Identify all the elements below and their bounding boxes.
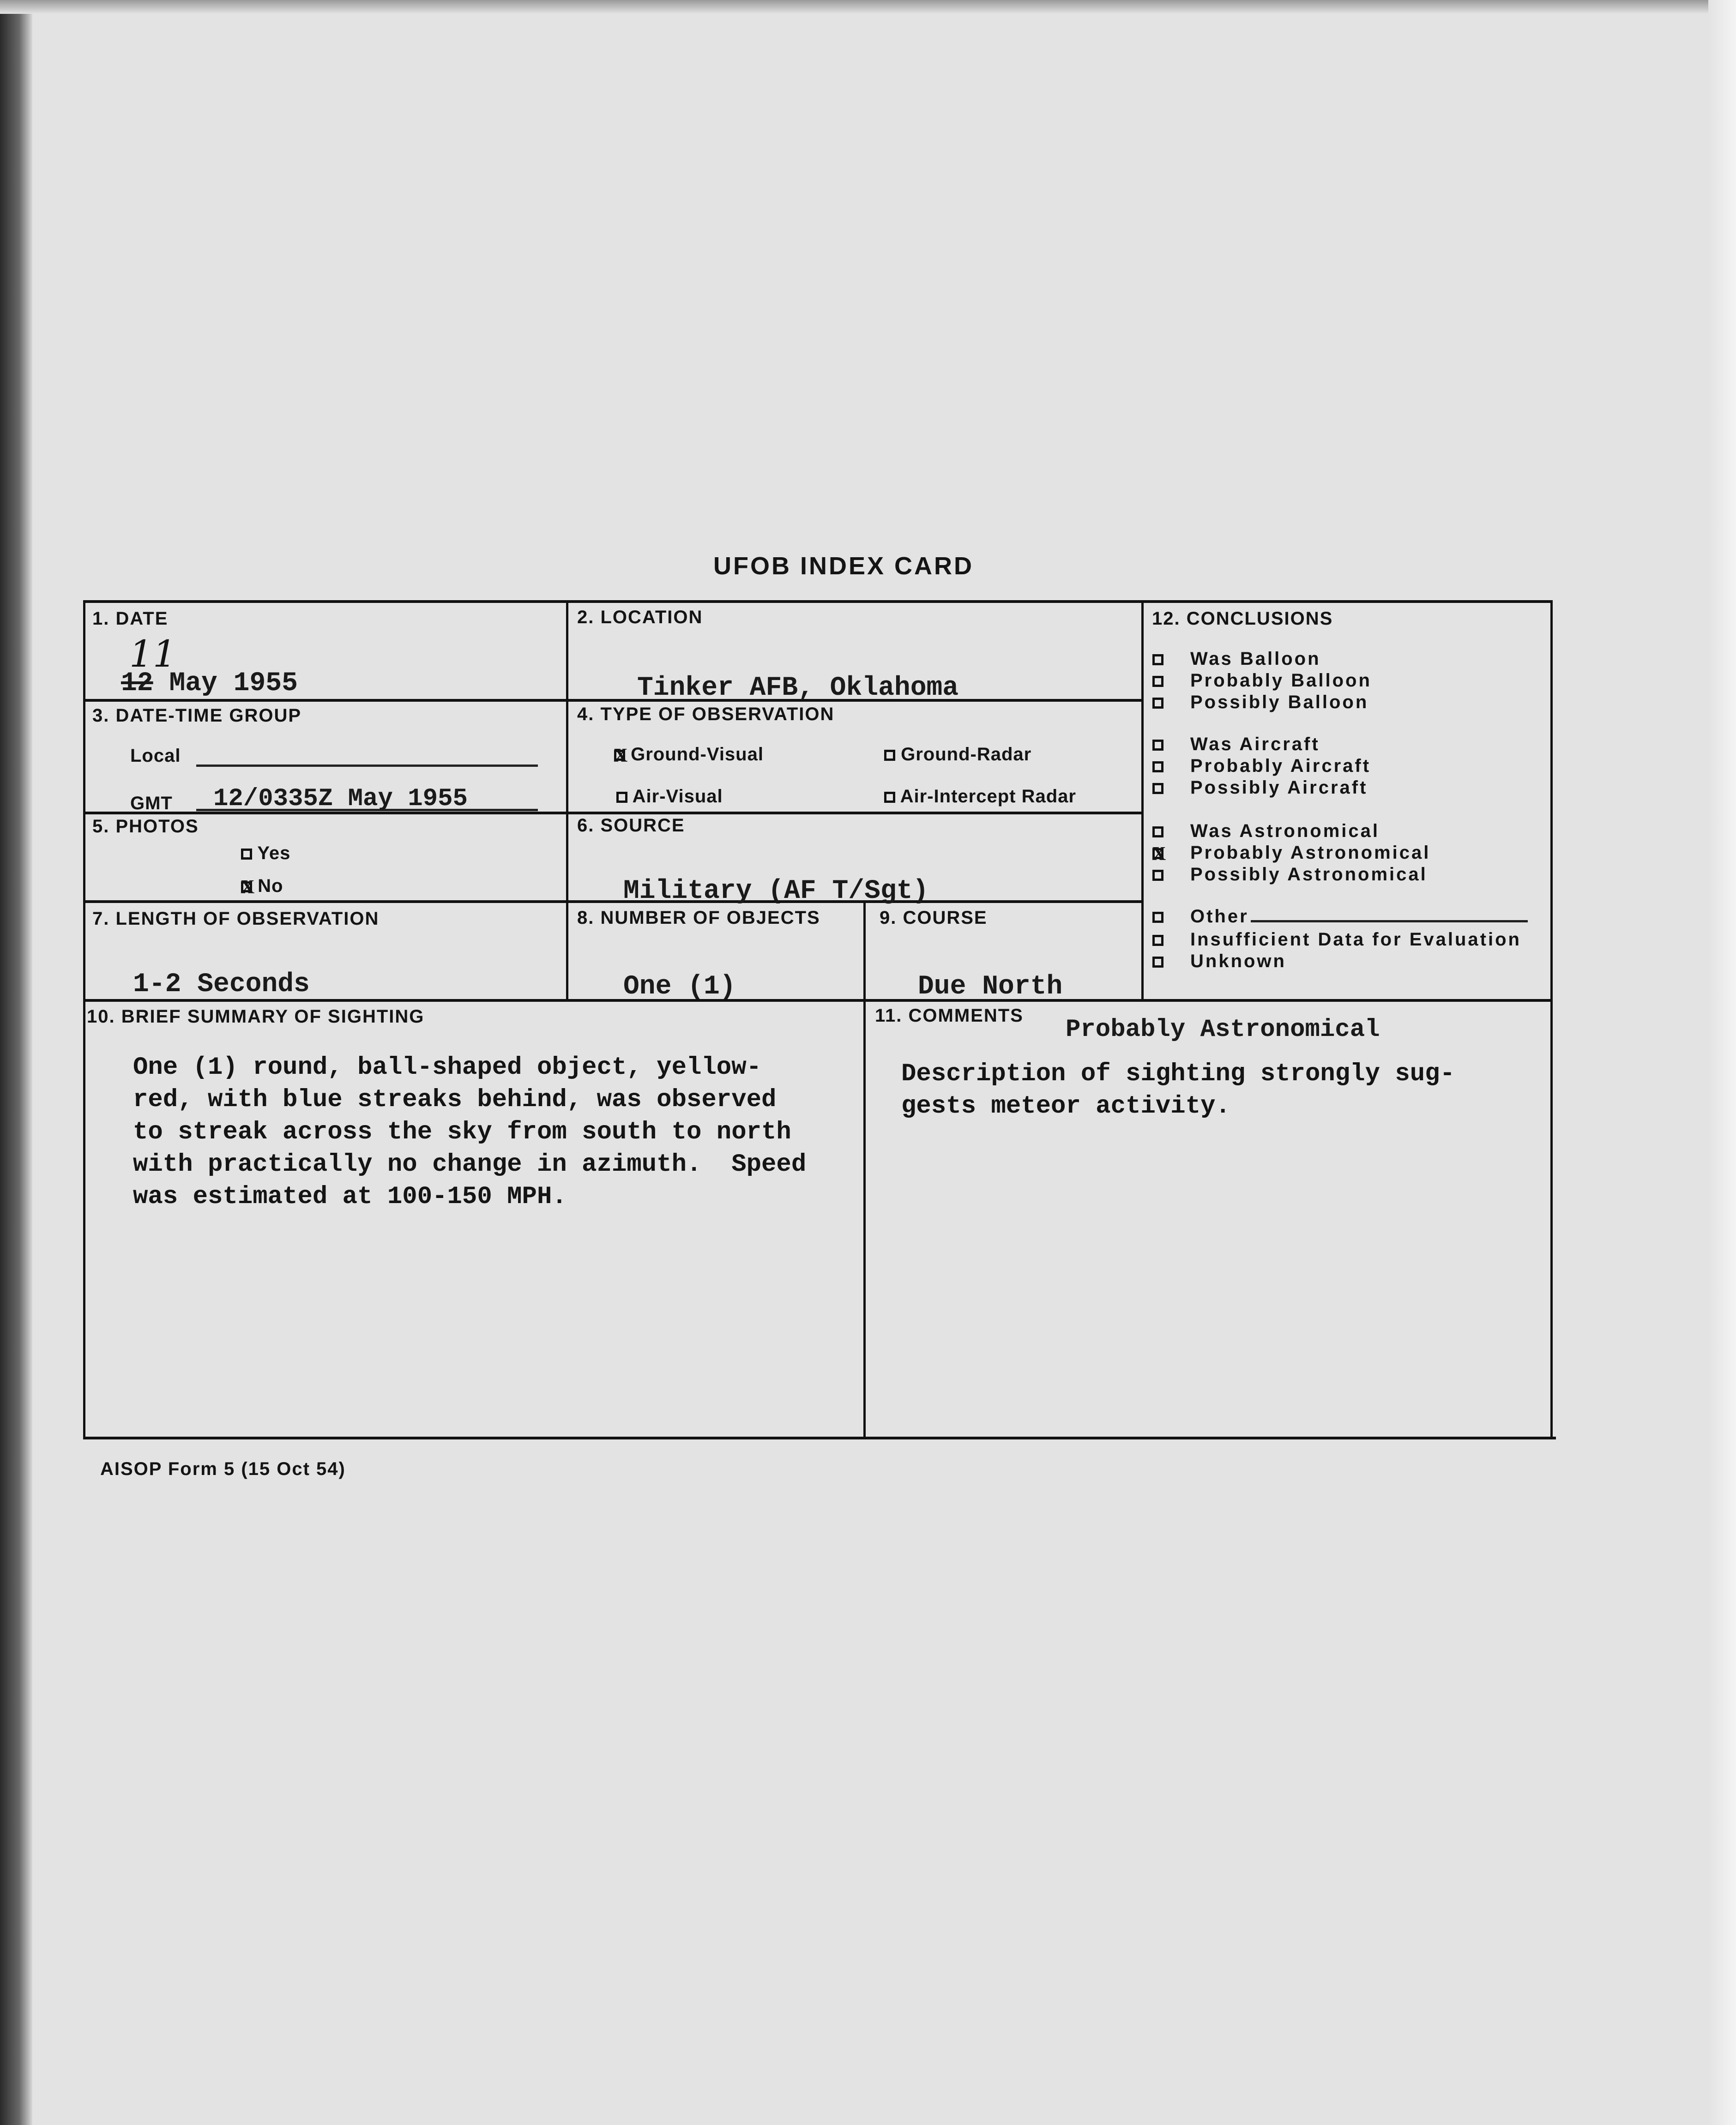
checkbox-icon[interactable] — [1152, 783, 1163, 794]
option-label: Air-Visual — [632, 786, 723, 807]
number-of-objects-value: One (1) — [623, 972, 736, 1002]
conclusion-label: Was Aircraft — [1190, 734, 1320, 754]
divider-col-lower — [863, 901, 866, 1438]
other-field[interactable] — [1251, 920, 1528, 922]
summary-line: was estimated at 100-150 MPH. — [133, 1183, 567, 1211]
checkbox-icon[interactable] — [616, 792, 627, 803]
card-border-bottom — [83, 1437, 1556, 1439]
course-value: Due North — [918, 972, 1063, 1002]
observation-ground-radar[interactable] — [884, 744, 1031, 765]
conclusion-option[interactable] — [1152, 670, 1372, 691]
summary-line: red, with blue streaks behind, was observed — [133, 1086, 777, 1114]
comments-line: Description of sighting strongly sug- — [901, 1060, 1455, 1088]
conclusion-label: Insufficient Data for Evaluation — [1190, 929, 1521, 950]
conclusion-label: Possibly Aircraft — [1190, 777, 1368, 798]
checkbox-icon[interactable] — [1152, 935, 1163, 946]
date-time-group-label: 3. DATE-TIME GROUP — [92, 705, 302, 726]
date-label: 1. DATE — [92, 608, 169, 629]
conclusion-label: Unknown — [1190, 951, 1286, 971]
scan-edge-left — [0, 0, 32, 2125]
form-footer: AISOP Form 5 (15 Oct 54) — [100, 1459, 346, 1479]
card-border-left — [83, 600, 85, 1439]
summary-line: to streak across the sky from south to north — [133, 1118, 791, 1146]
card-border-right — [1550, 600, 1553, 1439]
checkbox-checked-icon[interactable] — [241, 881, 252, 892]
checkbox-icon[interactable] — [241, 849, 252, 860]
comments-heading: Probably Astronomical — [1066, 1016, 1380, 1044]
option-label: Ground-Radar — [901, 744, 1032, 765]
conclusion-option[interactable] — [1152, 756, 1371, 777]
row-divider-3 — [83, 900, 1143, 903]
conclusion-option[interactable] — [1152, 929, 1521, 950]
conclusion-label: Other — [1190, 906, 1249, 927]
checkbox-icon[interactable] — [1152, 870, 1163, 881]
date-month-year: May 1955 — [169, 668, 298, 698]
observation-ground-visual[interactable] — [614, 744, 764, 765]
course-label: 9. COURSE — [880, 908, 988, 928]
conclusion-option[interactable] — [1152, 777, 1368, 798]
conclusion-label: Possibly Balloon — [1190, 692, 1369, 712]
comments-line: gests meteor activity. — [901, 1092, 1230, 1120]
option-label: Yes — [257, 843, 291, 863]
observation-air-intercept-radar[interactable] — [884, 786, 1076, 807]
option-label: Air-Intercept Radar — [900, 786, 1076, 807]
summary-line: with practically no change in azimuth. Speed — [133, 1150, 807, 1179]
conclusion-option[interactable] — [1152, 951, 1286, 972]
local-time-field[interactable] — [196, 765, 538, 767]
summary-text — [133, 1052, 806, 1213]
date-struck-day: 12 — [121, 668, 153, 698]
checkbox-checked-icon[interactable] — [614, 750, 625, 761]
checkbox-icon[interactable] — [1152, 740, 1163, 751]
checkbox-icon[interactable] — [1152, 957, 1163, 968]
checkbox-icon[interactable] — [1152, 698, 1163, 709]
source-value: Military (AF T/Sgt) — [623, 876, 929, 906]
checkbox-icon[interactable] — [1152, 761, 1163, 772]
gmt-value: 12/0335Z May 1955 — [213, 785, 468, 813]
length-label: 7. LENGTH OF OBSERVATION — [92, 909, 380, 929]
checkbox-checked-icon[interactable] — [1152, 848, 1163, 859]
conclusions-label: 12. CONCLUSIONS — [1152, 608, 1333, 629]
summary-line: One (1) round, ball-shaped object, yellow- — [133, 1053, 762, 1082]
conclusion-option[interactable] — [1152, 864, 1428, 885]
conclusion-label: Probably Aircraft — [1190, 756, 1371, 776]
conclusion-label: Possibly Astronomical — [1190, 864, 1428, 885]
conclusion-option[interactable] — [1152, 734, 1320, 755]
card-border-top — [83, 600, 1551, 603]
summary-label: 10. BRIEF SUMMARY OF SIGHTING — [87, 1006, 425, 1027]
photos-label: 5. PHOTOS — [92, 816, 199, 837]
conclusion-label: Was Balloon — [1190, 649, 1321, 669]
checkbox-icon[interactable] — [1152, 826, 1163, 837]
source-label: 6. SOURCE — [577, 815, 685, 836]
option-label: No — [258, 876, 283, 896]
comments-text — [901, 1058, 1455, 1123]
scan-edge-right — [1708, 0, 1736, 2125]
number-of-objects-label: 8. NUMBER OF OBJECTS — [577, 908, 820, 928]
local-time-label: Local — [130, 746, 181, 766]
type-of-observation-label: 4. TYPE OF OBSERVATION — [577, 704, 835, 724]
conclusion-label: Was Astronomical — [1190, 821, 1380, 841]
conclusion-option[interactable] — [1152, 821, 1380, 842]
observation-air-visual[interactable] — [616, 786, 723, 807]
scan-edge-top — [0, 0, 1736, 14]
location-value: Tinker AFB, Oklahoma — [637, 673, 959, 703]
divider-col1 — [566, 600, 568, 1000]
row-divider-1 — [83, 699, 1143, 702]
gmt-label: GMT — [130, 793, 173, 813]
conclusion-option[interactable] — [1152, 843, 1430, 863]
length-value: 1-2 Seconds — [133, 969, 310, 999]
location-label: 2. LOCATION — [577, 607, 703, 627]
conclusion-option[interactable] — [1152, 649, 1321, 669]
divider-conclusions — [1141, 600, 1144, 1000]
conclusion-label: Probably Astronomical — [1190, 843, 1431, 863]
checkbox-icon[interactable] — [884, 792, 895, 803]
option-label: Ground-Visual — [631, 744, 764, 765]
date-value — [121, 668, 298, 698]
checkbox-icon[interactable] — [1152, 676, 1163, 687]
comments-label: 11. COMMENTS — [875, 1005, 1024, 1026]
photos-no[interactable] — [241, 876, 283, 897]
card-title: UFOB INDEX CARD — [713, 552, 974, 580]
photos-yes[interactable] — [241, 843, 290, 864]
checkbox-icon[interactable] — [884, 750, 895, 761]
date-handwritten-correction: 11 — [129, 632, 176, 675]
conclusion-label: Probably Balloon — [1190, 670, 1372, 691]
checkbox-icon[interactable] — [1152, 912, 1163, 923]
conclusion-option[interactable] — [1152, 906, 1528, 927]
checkbox-icon[interactable] — [1152, 654, 1163, 665]
conclusion-option[interactable] — [1152, 692, 1368, 713]
